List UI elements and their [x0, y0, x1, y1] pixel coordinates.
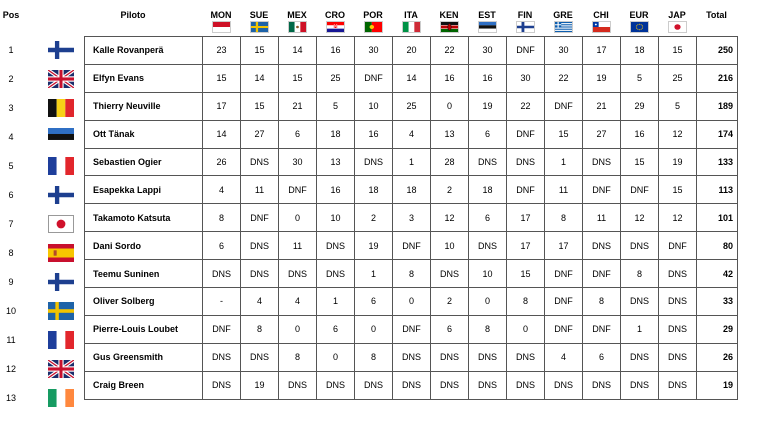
- driver-name: Teemu Suninen: [85, 260, 203, 288]
- result-cell: 27: [583, 120, 621, 148]
- total-points: 26: [697, 343, 738, 371]
- table-row: [85, 64, 738, 92]
- result-cell: DNS: [355, 371, 393, 399]
- table-row: [85, 37, 738, 65]
- result-cell: DNF: [583, 315, 621, 343]
- monaco-flag-icon: [212, 21, 231, 33]
- result-cell: 25: [393, 92, 431, 120]
- result-cell: DNS: [431, 371, 469, 399]
- position-number: 5: [8, 161, 14, 171]
- result-cell: 14: [241, 64, 279, 92]
- result-cell: 8: [279, 343, 317, 371]
- result-cell: DNF: [393, 232, 431, 260]
- rally-header-eur: EUR: [629, 10, 649, 20]
- result-cell: DNS: [469, 232, 507, 260]
- result-cell: 8: [469, 315, 507, 343]
- total-points: 250: [697, 37, 738, 65]
- result-cell: 11: [583, 204, 621, 232]
- result-cell: 25: [317, 64, 355, 92]
- result-cell: -: [203, 288, 241, 316]
- result-cell: DNS: [507, 148, 545, 176]
- result-cell: 25: [659, 64, 697, 92]
- driver-name: Gus Greensmith: [85, 343, 203, 371]
- result-cell: 17: [583, 37, 621, 65]
- result-cell: DNS: [659, 288, 697, 316]
- table-row: [85, 204, 738, 232]
- result-cell: DNF: [203, 315, 241, 343]
- eu-flag-icon: [630, 21, 649, 33]
- result-cell: 19: [659, 148, 697, 176]
- finland-flag-icon: [48, 186, 74, 204]
- result-cell: 15: [659, 176, 697, 204]
- driver-name: Sebastien Ogier: [85, 148, 203, 176]
- result-cell: 19: [469, 92, 507, 120]
- result-cell: 15: [621, 148, 659, 176]
- japan-flag-icon: [668, 21, 687, 33]
- result-cell: 14: [393, 64, 431, 92]
- result-cell: 30: [507, 64, 545, 92]
- table-row: [85, 92, 738, 120]
- result-cell: DNS: [241, 232, 279, 260]
- result-cell: 8: [545, 204, 583, 232]
- croatia-flag-icon: [326, 21, 345, 33]
- position-number: 13: [5, 393, 16, 403]
- result-cell: 11: [279, 232, 317, 260]
- rally-header-ken: KEN: [439, 10, 459, 20]
- result-cell: DNF: [241, 204, 279, 232]
- result-cell: 12: [659, 204, 697, 232]
- rally-header-cro: CRO: [325, 10, 345, 20]
- result-cell: DNF: [583, 176, 621, 204]
- result-cell: DNF: [545, 315, 583, 343]
- sweden-flag-icon: [48, 302, 74, 320]
- result-cell: 15: [545, 120, 583, 148]
- mexico-flag-icon: [288, 21, 307, 33]
- result-cell: DNS: [431, 343, 469, 371]
- result-cell: DNS: [203, 371, 241, 399]
- table-row: [85, 288, 738, 316]
- result-cell: DNS: [203, 343, 241, 371]
- result-cell: 15: [241, 92, 279, 120]
- result-cell: 22: [431, 37, 469, 65]
- finland-flag-icon: [48, 41, 74, 59]
- result-cell: 15: [279, 64, 317, 92]
- result-cell: DNS: [659, 260, 697, 288]
- position-number: 10: [5, 306, 16, 316]
- result-cell: 21: [583, 92, 621, 120]
- result-cell: 18: [393, 176, 431, 204]
- total-points: 133: [697, 148, 738, 176]
- sweden-flag-icon: [250, 21, 269, 33]
- result-cell: DNS: [279, 260, 317, 288]
- table-row: [85, 176, 738, 204]
- result-cell: 17: [203, 92, 241, 120]
- total-points: 19: [697, 371, 738, 399]
- position-number: 1: [8, 45, 14, 55]
- kenya-flag-icon: [440, 21, 459, 33]
- result-cell: DNS: [317, 232, 355, 260]
- result-cell: DNS: [583, 148, 621, 176]
- result-cell: 0: [431, 92, 469, 120]
- result-cell: 19: [355, 232, 393, 260]
- table-row: [85, 315, 738, 343]
- result-cell: 15: [203, 64, 241, 92]
- result-cell: 0: [469, 288, 507, 316]
- total-points: 33: [697, 288, 738, 316]
- result-cell: 11: [545, 176, 583, 204]
- result-cell: 30: [545, 37, 583, 65]
- result-cell: 10: [431, 232, 469, 260]
- result-cell: DNS: [621, 232, 659, 260]
- result-cell: 6: [469, 120, 507, 148]
- result-cell: 11: [241, 176, 279, 204]
- driver-name: Kalle Rovanperä: [85, 37, 203, 65]
- result-cell: 15: [241, 37, 279, 65]
- driver-name: Pierre-Louis Loubet: [85, 315, 203, 343]
- result-cell: DNF: [355, 64, 393, 92]
- result-cell: DNF: [545, 260, 583, 288]
- spain-flag-icon: [48, 244, 74, 262]
- result-cell: DNS: [545, 371, 583, 399]
- result-cell: 0: [317, 343, 355, 371]
- result-cell: 17: [545, 232, 583, 260]
- result-cell: DNS: [507, 343, 545, 371]
- result-cell: 18: [317, 120, 355, 148]
- result-cell: DNS: [317, 260, 355, 288]
- position-number: 9: [8, 277, 14, 287]
- ireland-flag-icon: [48, 389, 74, 407]
- position-number: 6: [8, 190, 14, 200]
- result-cell: 30: [355, 37, 393, 65]
- finland-flag-icon: [48, 273, 74, 291]
- result-cell: DNS: [241, 148, 279, 176]
- result-cell: 0: [279, 315, 317, 343]
- result-cell: 4: [203, 176, 241, 204]
- uk-flag-icon: [48, 70, 74, 88]
- result-cell: DNS: [241, 260, 279, 288]
- result-cell: DNS: [621, 288, 659, 316]
- result-cell: 10: [317, 204, 355, 232]
- position-number: 3: [8, 103, 14, 113]
- result-cell: DNF: [545, 288, 583, 316]
- result-cell: 14: [279, 37, 317, 65]
- table-row: [85, 343, 738, 371]
- result-cell: 19: [241, 371, 279, 399]
- result-cell: 5: [317, 92, 355, 120]
- result-cell: 1: [393, 148, 431, 176]
- driver-name: Craig Breen: [85, 371, 203, 399]
- chile-flag-icon: [592, 21, 611, 33]
- result-cell: 0: [507, 315, 545, 343]
- result-cell: DNS: [203, 260, 241, 288]
- total-points: 216: [697, 64, 738, 92]
- result-cell: DNS: [583, 371, 621, 399]
- result-cell: 8: [583, 288, 621, 316]
- total-points: 101: [697, 204, 738, 232]
- driver-name: Thierry Neuville: [85, 92, 203, 120]
- result-cell: 4: [279, 288, 317, 316]
- result-cell: DNS: [659, 343, 697, 371]
- total-points: 113: [697, 176, 738, 204]
- result-cell: DNS: [469, 371, 507, 399]
- result-cell: 12: [431, 204, 469, 232]
- result-cell: 2: [431, 176, 469, 204]
- result-cell: DNS: [469, 343, 507, 371]
- rally-header-mex: MEX: [287, 10, 307, 20]
- result-cell: DNS: [241, 343, 279, 371]
- table-row: [85, 260, 738, 288]
- result-cell: 6: [203, 232, 241, 260]
- result-cell: 1: [621, 315, 659, 343]
- result-cell: DNS: [317, 371, 355, 399]
- result-cell: DNS: [355, 148, 393, 176]
- result-cell: DNS: [393, 371, 431, 399]
- france-flag-icon: [48, 331, 74, 349]
- result-cell: 27: [241, 120, 279, 148]
- result-cell: 6: [355, 288, 393, 316]
- result-cell: 6: [317, 315, 355, 343]
- result-cell: 1: [355, 260, 393, 288]
- result-cell: 20: [393, 37, 431, 65]
- rally-header-jap: JAP: [668, 10, 686, 20]
- uk-flag-icon: [48, 360, 74, 378]
- total-points: 80: [697, 232, 738, 260]
- result-cell: 21: [279, 92, 317, 120]
- position-number: 8: [8, 248, 14, 258]
- total-header: Total: [706, 10, 727, 20]
- result-cell: 17: [507, 232, 545, 260]
- result-cell: DNF: [583, 260, 621, 288]
- result-cell: DNS: [393, 343, 431, 371]
- result-cell: 22: [545, 64, 583, 92]
- result-cell: 8: [507, 288, 545, 316]
- belgium-flag-icon: [48, 99, 74, 117]
- result-cell: 10: [355, 92, 393, 120]
- result-cell: DNF: [507, 176, 545, 204]
- result-cell: 2: [431, 288, 469, 316]
- rally-header-fin: FIN: [517, 10, 533, 20]
- result-cell: 6: [583, 343, 621, 371]
- result-cell: DNS: [507, 371, 545, 399]
- result-cell: DNS: [583, 232, 621, 260]
- result-cell: 0: [279, 204, 317, 232]
- result-cell: 2: [355, 204, 393, 232]
- result-cell: DNS: [621, 343, 659, 371]
- rally-header-est: EST: [478, 10, 496, 20]
- result-cell: 4: [545, 343, 583, 371]
- result-cell: 16: [621, 120, 659, 148]
- result-cell: 12: [659, 120, 697, 148]
- rally-header-mon: MON: [210, 10, 232, 20]
- result-cell: 6: [431, 315, 469, 343]
- result-cell: 8: [241, 315, 279, 343]
- estonia-flag-icon: [48, 128, 74, 146]
- result-cell: DNS: [431, 260, 469, 288]
- position-number: 7: [8, 219, 14, 229]
- rally-header-gre: GRE: [553, 10, 573, 20]
- result-cell: 3: [393, 204, 431, 232]
- driver-header: Piloto: [120, 10, 146, 20]
- result-cell: DNS: [469, 148, 507, 176]
- result-cell: 29: [621, 92, 659, 120]
- driver-name: Esapekka Lappi: [85, 176, 203, 204]
- position-number: 12: [5, 364, 16, 374]
- standings-table: [84, 36, 738, 400]
- position-number: 4: [8, 132, 14, 142]
- result-cell: 22: [507, 92, 545, 120]
- result-cell: 30: [279, 148, 317, 176]
- position-number: 2: [8, 74, 14, 84]
- greece-flag-icon: [554, 21, 573, 33]
- result-cell: 16: [317, 37, 355, 65]
- result-cell: 26: [203, 148, 241, 176]
- portugal-flag-icon: [364, 21, 383, 33]
- pos-header: Pos: [2, 10, 20, 20]
- result-cell: 0: [355, 315, 393, 343]
- result-cell: 10: [469, 260, 507, 288]
- result-cell: 12: [621, 204, 659, 232]
- result-cell: 18: [469, 176, 507, 204]
- result-cell: 30: [469, 37, 507, 65]
- result-cell: 1: [545, 148, 583, 176]
- result-cell: 17: [507, 204, 545, 232]
- result-cell: 16: [317, 176, 355, 204]
- rally-header-ita: ITA: [404, 10, 418, 20]
- result-cell: 0: [393, 288, 431, 316]
- result-cell: 16: [355, 120, 393, 148]
- result-cell: DNS: [279, 371, 317, 399]
- driver-name: Oliver Solberg: [85, 288, 203, 316]
- result-cell: DNF: [279, 176, 317, 204]
- result-cell: 28: [431, 148, 469, 176]
- result-cell: 8: [393, 260, 431, 288]
- result-cell: 8: [621, 260, 659, 288]
- result-cell: DNF: [393, 315, 431, 343]
- driver-name: Dani Sordo: [85, 232, 203, 260]
- result-cell: 1: [317, 288, 355, 316]
- total-points: 174: [697, 120, 738, 148]
- table-row: [85, 120, 738, 148]
- japan-flag-icon: [48, 215, 74, 233]
- result-cell: 15: [507, 260, 545, 288]
- result-cell: 18: [355, 176, 393, 204]
- position-number: 11: [6, 335, 16, 345]
- result-cell: 8: [355, 343, 393, 371]
- driver-name: Ott Tänak: [85, 120, 203, 148]
- france-flag-icon: [48, 157, 74, 175]
- result-cell: DNF: [621, 176, 659, 204]
- result-cell: 13: [431, 120, 469, 148]
- rally-header-chi: CHI: [593, 10, 609, 20]
- result-cell: 16: [431, 64, 469, 92]
- table-row: [85, 148, 738, 176]
- result-cell: 4: [241, 288, 279, 316]
- result-cell: DNS: [659, 371, 697, 399]
- result-cell: 13: [317, 148, 355, 176]
- result-cell: 5: [621, 64, 659, 92]
- result-cell: 19: [583, 64, 621, 92]
- total-points: 189: [697, 92, 738, 120]
- estonia-flag-icon: [478, 21, 497, 33]
- result-cell: 23: [203, 37, 241, 65]
- result-cell: 8: [203, 204, 241, 232]
- rally-header-sue: SUE: [249, 10, 269, 20]
- total-points: 42: [697, 260, 738, 288]
- result-cell: DNF: [507, 37, 545, 65]
- result-cell: 6: [279, 120, 317, 148]
- result-cell: DNS: [659, 315, 697, 343]
- result-cell: 6: [469, 204, 507, 232]
- driver-name: Elfyn Evans: [85, 64, 203, 92]
- result-cell: 5: [659, 92, 697, 120]
- result-cell: 16: [469, 64, 507, 92]
- result-cell: 4: [393, 120, 431, 148]
- finland-flag-icon: [516, 21, 535, 33]
- result-cell: 14: [203, 120, 241, 148]
- result-cell: DNF: [545, 92, 583, 120]
- driver-name: Takamoto Katsuta: [85, 204, 203, 232]
- result-cell: DNF: [659, 232, 697, 260]
- result-cell: 15: [659, 37, 697, 65]
- result-cell: DNF: [507, 120, 545, 148]
- table-row: [85, 232, 738, 260]
- result-cell: DNS: [621, 371, 659, 399]
- italy-flag-icon: [402, 21, 421, 33]
- rally-header-por: POR: [363, 10, 383, 20]
- total-points: 29: [697, 315, 738, 343]
- table-row: [85, 371, 738, 399]
- result-cell: 18: [621, 37, 659, 65]
